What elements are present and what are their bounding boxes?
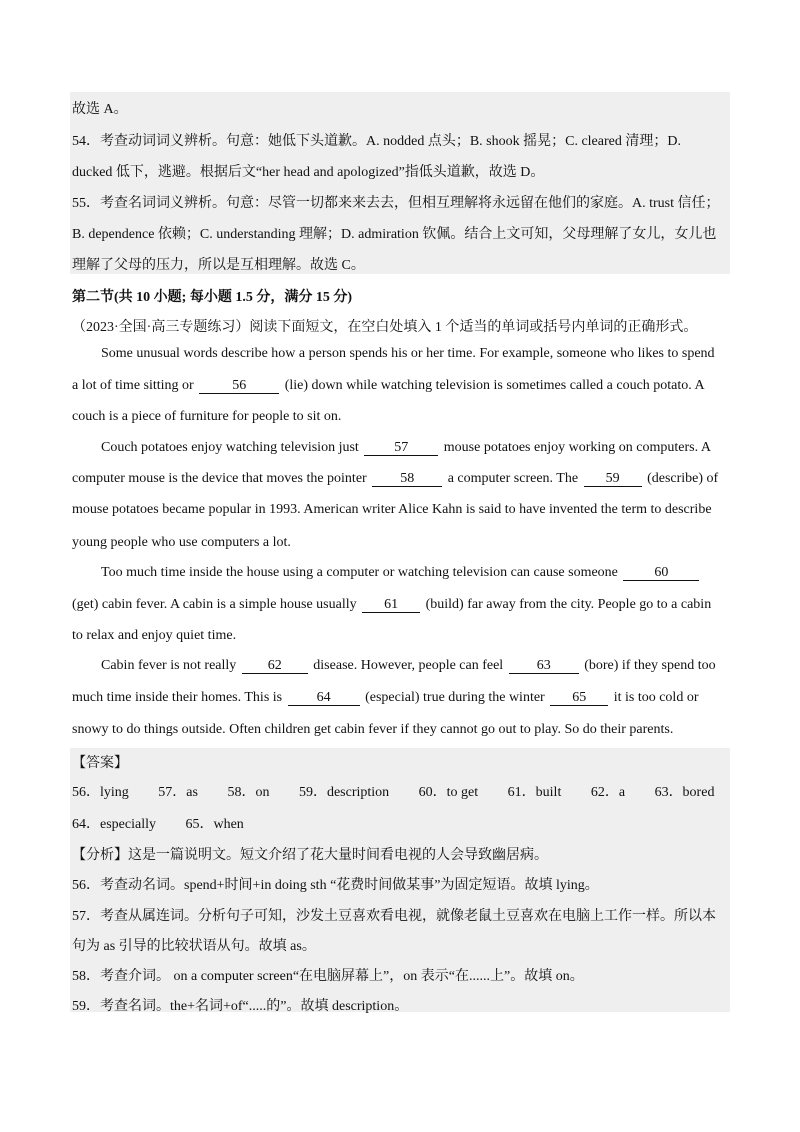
explanation-line: 57．考查从属连词。分析句子可知，沙发土豆喜欢看电视，就像老鼠土豆喜欢在电脑上工作一样。所以本	[72, 909, 716, 924]
text-line: 55．考查名词词义辨析。句意：尽管一切都来来去去，但相互理解将永远留在他们的家庭。A. trust 信任；	[72, 196, 720, 211]
passage-text: Cabin fever is not really	[101, 658, 237, 673]
text-line: ducked 低下，逃避。根据后文“her head and apologized”指低头道歉，故选 D。	[72, 165, 545, 180]
answer-item: 60．to get	[418, 785, 479, 800]
answer-item: 58．on	[227, 785, 270, 800]
passage-text: (build) far away from the city. People go to a cabin	[425, 597, 712, 612]
passage-line: Some unusual words describe how a person spends his or her time. For example, someone who likes to spend	[101, 346, 715, 361]
analysis-text: 【分析】这是一篇说明文。短文介绍了花大量时间看电视的人会导致幽居病。	[72, 848, 548, 863]
passage-text: (lie) down while watching television is sometimes called a couch potato. A	[284, 378, 705, 393]
blank-57: 57	[364, 441, 438, 456]
answer-item: 61．built	[507, 785, 562, 800]
passage-line: young people who use computers a lot.	[72, 535, 291, 550]
text-line: 54．考查动词词义辨析。句意：她低下头道歉。A. nodded 点头；B. shook 摇晃；C. cleared 清理；D.	[72, 134, 681, 149]
passage-text: mouse potatoes enjoy working on computers. A	[443, 440, 711, 455]
passage-line: couch is a piece of furniture for people to sit on.	[72, 409, 342, 424]
passage-line	[101, 565, 701, 581]
blank-58: 58	[372, 472, 442, 487]
passage-line: snowy to do things outside. Often children get cabin fever if they cannot go out to play. So do their parents.	[72, 722, 674, 737]
blank-65: 65	[550, 691, 608, 706]
passage-text: Too much time inside the house using a computer or watching television can cause someone	[101, 565, 618, 580]
passage-text: it is too cold or	[613, 690, 699, 705]
answer-row	[72, 781, 740, 801]
passage-line	[101, 658, 716, 674]
explanation-line: 句为 as 引导的比较状语从句。故填 as。	[72, 939, 316, 954]
passage-line	[72, 597, 711, 613]
previous-answers-section	[70, 92, 730, 274]
passage-text: Couch potatoes enjoy watching television just	[101, 440, 359, 455]
text-line: 理解了父母的压力，所以是互相理解。故选 C。	[72, 258, 365, 273]
answer-row	[72, 813, 270, 833]
passage-text: much time inside their homes. This is	[72, 690, 283, 705]
blank-61: 61	[362, 598, 420, 613]
blank-63: 63	[509, 659, 579, 674]
blank-64: 64	[288, 691, 360, 706]
answer-item: 65．when	[185, 817, 244, 832]
text-line: 故选 A。	[72, 102, 128, 117]
answer-label: 【答案】	[72, 756, 128, 771]
section-title: 第二节(共 10 小题; 每小题 1.5 分，满分 15 分)	[72, 290, 352, 305]
passage-text: (get) cabin fever. A cabin is a simple house usually	[72, 597, 357, 612]
explanation-line: 58．考查介词。 on a computer screen“在电脑屏幕上”，on 表示“在......上”。故填 on。	[72, 969, 584, 984]
answer-item: 63．bored	[654, 785, 715, 800]
passage-text: (especial) true during the winter	[365, 690, 545, 705]
passage-text: a computer screen. The	[447, 471, 579, 486]
answer-item: 62．a	[590, 785, 626, 800]
passage-text: a lot of time sitting or	[72, 378, 194, 393]
passage-text: (bore) if they spend too	[584, 658, 716, 673]
passage-text: disease. However, people can feel	[313, 658, 504, 673]
passage-line: mouse potatoes became popular in 1993. American writer Alice Kahn is said to have invented the term to describe	[72, 502, 712, 517]
text-line: B. dependence 依赖；C. understanding 理解；D. admiration 钦佩。结合上文可知，父母理解了女儿，女儿也	[72, 227, 717, 242]
passage-line	[101, 440, 711, 456]
blank-59: 59	[584, 472, 642, 487]
blank-56: 56	[199, 379, 279, 394]
blank-62: 62	[242, 659, 308, 674]
instruction: （2023·全国·高三专题练习）阅读下面短文，在空白处填入 1 个适当的单词或括号内单词的正确形式。	[72, 320, 698, 335]
passage-line	[72, 471, 718, 487]
explanation-line: 59．考查名词。the+名词+of“.....的”。故填 description。	[72, 999, 409, 1014]
answer-item: 57．as	[158, 785, 198, 800]
answer-item: 64．especially	[72, 817, 156, 832]
blank-60: 60	[623, 566, 699, 581]
answer-item: 56．lying	[72, 785, 129, 800]
passage-line: to relax and enjoy quiet time.	[72, 628, 237, 643]
passage-text: computer mouse is the device that moves the pointer	[72, 471, 367, 486]
passage-text: (describe) of	[647, 471, 719, 486]
answer-item: 59．description	[298, 785, 390, 800]
passage-line	[72, 378, 705, 394]
passage-line	[72, 690, 698, 706]
explanation-line: 56．考查动名词。spend+时间+in doing sth “花费时间做某事”为固定短语。故填 lying。	[72, 878, 599, 893]
